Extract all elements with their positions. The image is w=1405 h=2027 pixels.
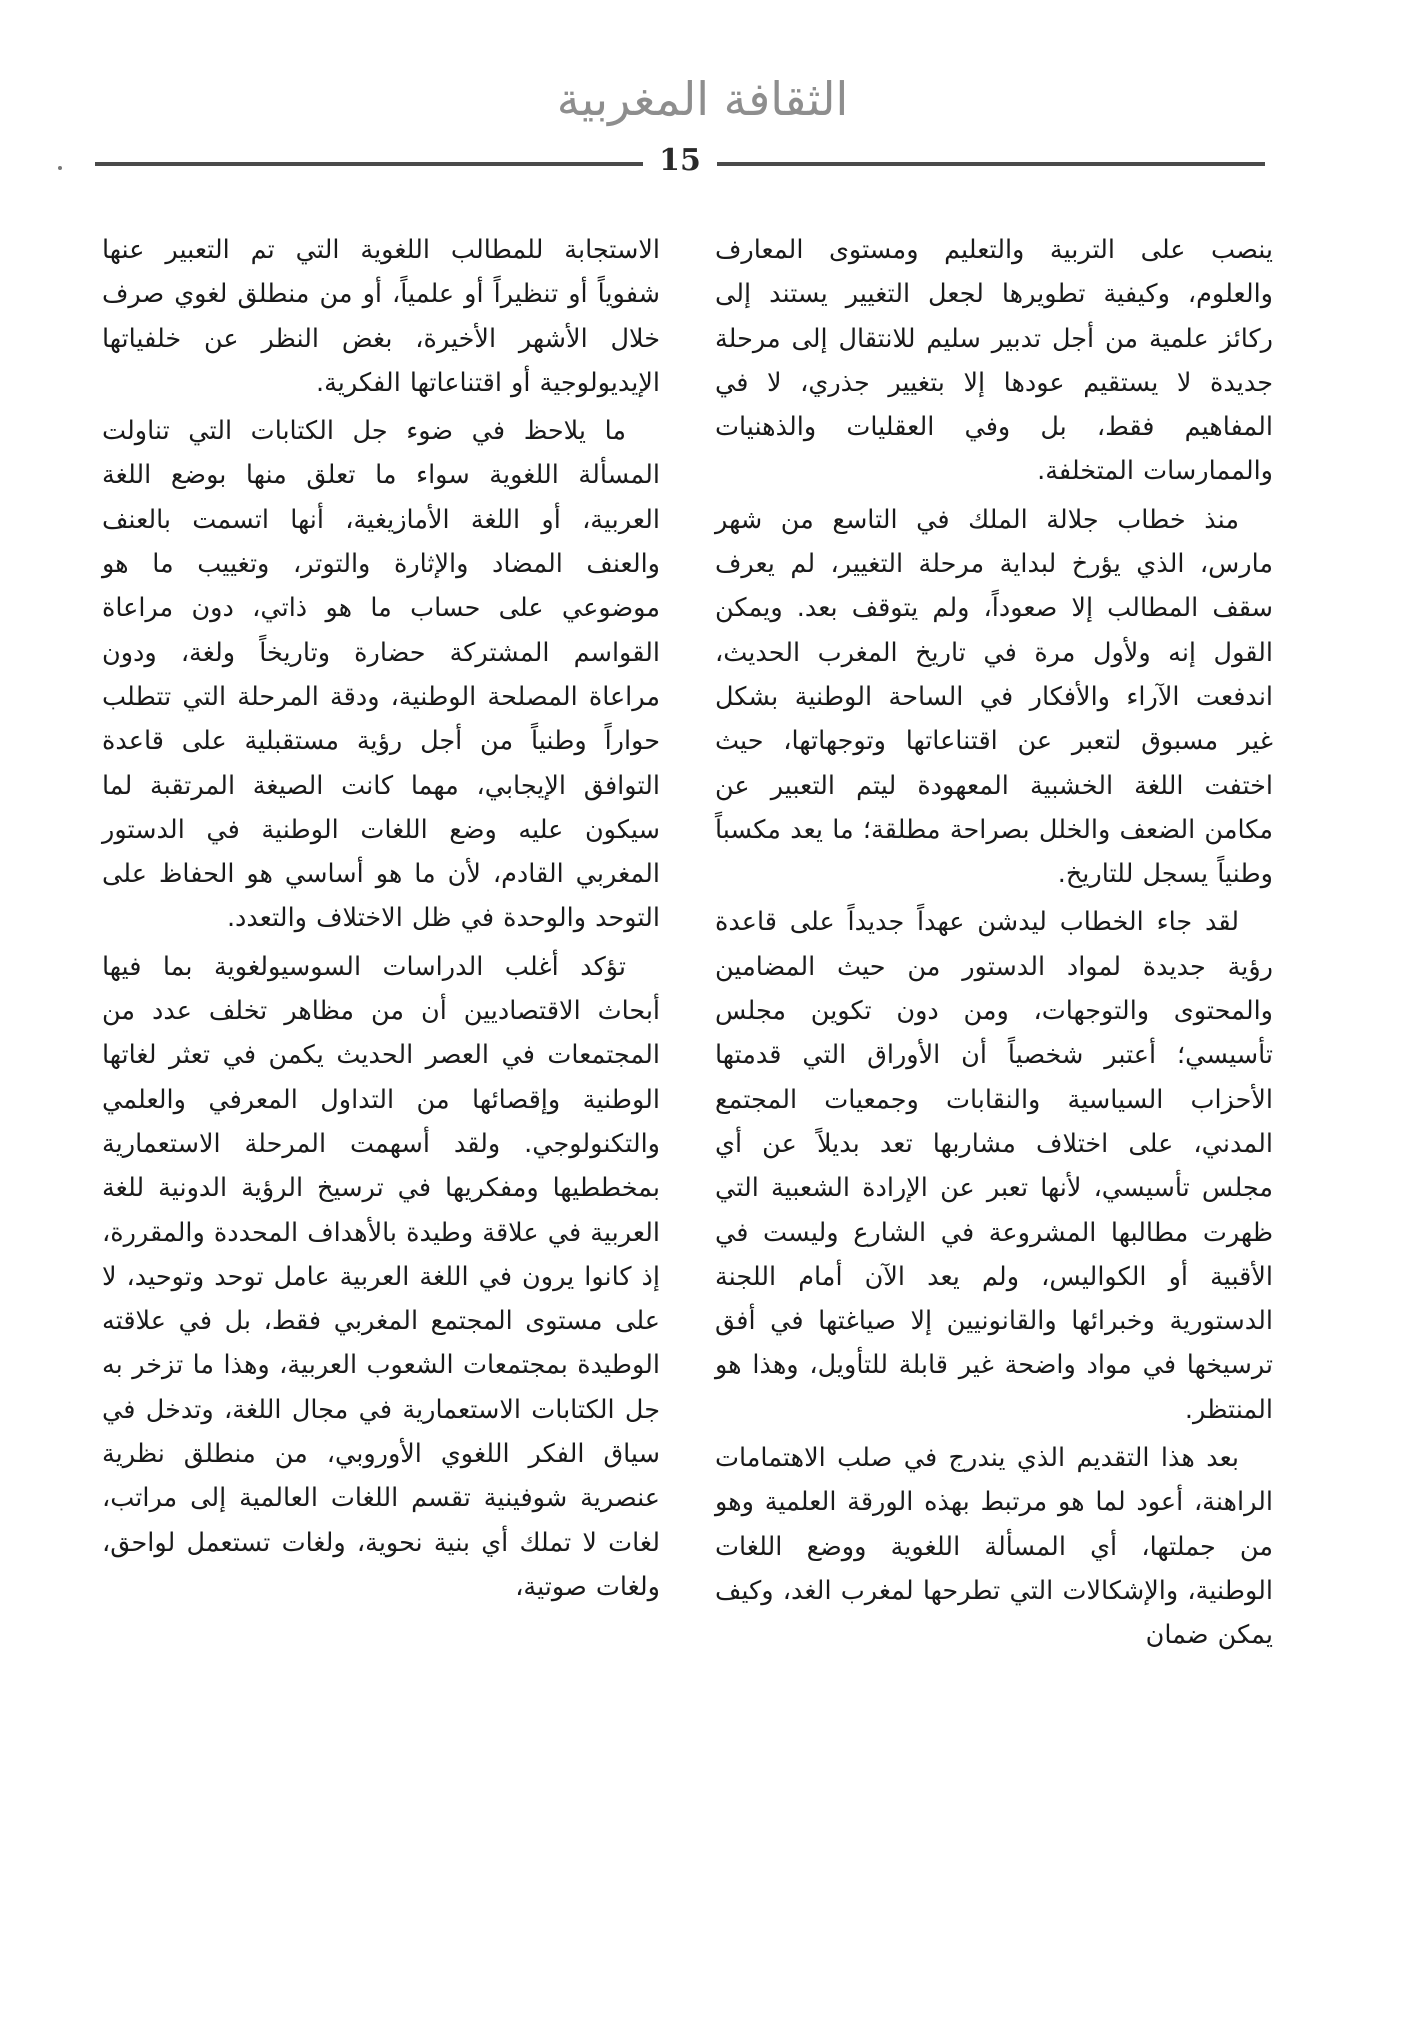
paragraph: الاستجابة للمطالب اللغوية التي تم التعبير عنها شفوياً أو تنظيراً أو علمياً، أو من منطلق لغوي صرف خلال الأشهر الأخيرة، بغض النظر عن خلفياتها الإيديولوجية أو اقتناعاتها الفكرية. xyxy=(102,235,660,398)
paragraph: ينصب على التربية والتعليم ومستوى المعارف والعلوم، وكيفية تطويرها لجعل التغيير يستند إلى ركائز علمية من أجل تدبير سليم للانتقال إلى مرحلة جديدة لا يستقيم عودها إلا بتغيير جذري، لا في المفاهيم فقط، بل وفي العقليات والذهنيات والممارسات المتخلفة. xyxy=(715,235,1273,487)
header-rule-right xyxy=(717,162,1265,166)
header-rule-left xyxy=(95,162,643,166)
left-column xyxy=(102,228,660,1613)
margin-dot xyxy=(58,166,62,170)
paragraph: لقد جاء الخطاب ليدشن عهداً جديداً على قاعدة رؤية جديدة لمواد الدستور من حيث المضامين والمحتوى والتوجهات، ومن دون تكوين مجلس تأسيسي؛ أعتبر شخصياً أن الأوراق التي قدمتها الأحزاب السياسية والنقابات وجمعيات المجتمع المدني، على اختلاف مشاربها تعد بديلاً عن أي مجلس تأسيسي، لأنها تعبر عن الإرادة الشعبية التي ظهرت مطالبها المشروعة في الشارع وليست في الأقبية أو الكواليس، ولم يعد الآن أمام اللجنة الدستورية وخبرائها والقانونيين إلا صياغتها في أفق ترسيخها في مواد واضحة غير قابلة للتأويل، وهذا هو المنتظر. xyxy=(715,907,1273,1425)
page-number: 15 xyxy=(659,143,701,178)
paragraph: تؤكد أغلب الدراسات السوسيولغوية بما فيها أبحاث الاقتصاديين أن من مظاهر تخلف عدد من المجتمعات في العصر الحديث يكمن في تعثر لغاتها الوطنية وإقصائها من التداول المعرفي والعلمي والتكنولوجي. ولقد أسهمت المرحلة الاستعمارية بمخططيها ومفكريها في ترسيخ الرؤية الدونية للغة العربية في علاقة وطيدة بالأهداف المحددة والمقررة، إذ كانوا يرون في اللغة العربية عامل توحد وتوحيد، لا على مستوى المجتمع المغربي فقط، بل في علاقته الوطيدة بمجتمعات الشعوب العربية، وهذا ما تزخر به جل الكتابات الاستعمارية في مجال اللغة، وتدخل في سياق الفكر اللغوي الأوروبي، من منطلق نظرية عنصرية شوفينية تقسم اللغات العالمية إلى مراتب، لغات لا تملك أي بنية نحوية، ولغات تستعمل لواحق، ولغات صوتية، xyxy=(102,951,660,1602)
paragraph: ما يلاحظ في ضوء جل الكتابات التي تناولت المسألة اللغوية سواء ما تعلق منها بوضع اللغة العربية، أو اللغة الأمازيغية، أنها اتسمت بالعنف والعنف المضاد والإثارة والتوتر، وتغييب ما هو موضوعي على حساب ما هو ذاتي، دون مراعاة القواسم المشتركة حضارة وتاريخاً ولغة، ودون مراعاة المصلحة الوطنية، ودقة المرحلة التي تتطلب حواراً وطنياً من أجل رؤية مستقبلية على قاعدة التوافق الإيجابي، مهما كانت الصيغة المرتقبة لما سيكون عليه وضع اللغات الوطنية في الدستور المغربي القادم، لأن ما هو أساسي هو الحفاظ على التوحد والوحدة في ظل الاختلاف والتعدد. xyxy=(102,416,660,934)
paragraph: منذ خطاب جلالة الملك في التاسع من شهر مارس، الذي يؤرخ لبداية مرحلة التغيير، لم يعرف سقف المطالب إلا صعوداً، ولم يتوقف بعد. ويمكن القول إنه ولأول مرة في تاريخ المغرب الحديث، اندفعت الآراء والأفكار في الساحة الوطنية بشكل غير مسبوق لتعبر عن اقتناعاتها وتوجهاتها، حيث اختفت اللغة الخشبية المعهودة ليتم التعبير عن مكامن الضعف والخلل بصراحة مطلقة؛ ما يعد مكسباً وطنياً يسجل للتاريخ. xyxy=(715,504,1273,890)
right-column xyxy=(715,228,1273,1662)
running-title: الثقافة المغربية xyxy=(556,72,849,126)
paragraph: بعد هذا التقديم الذي يندرج في صلب الاهتمامات الراهنة، أعود لما هو مرتبط بهذه الورقة العلمية وهو من جملتها، أي المسألة اللغوية ووضع اللغات الوطنية، والإشكالات التي تطرحها لمغرب الغد، وكيف يمكن ضمان xyxy=(715,1443,1273,1651)
